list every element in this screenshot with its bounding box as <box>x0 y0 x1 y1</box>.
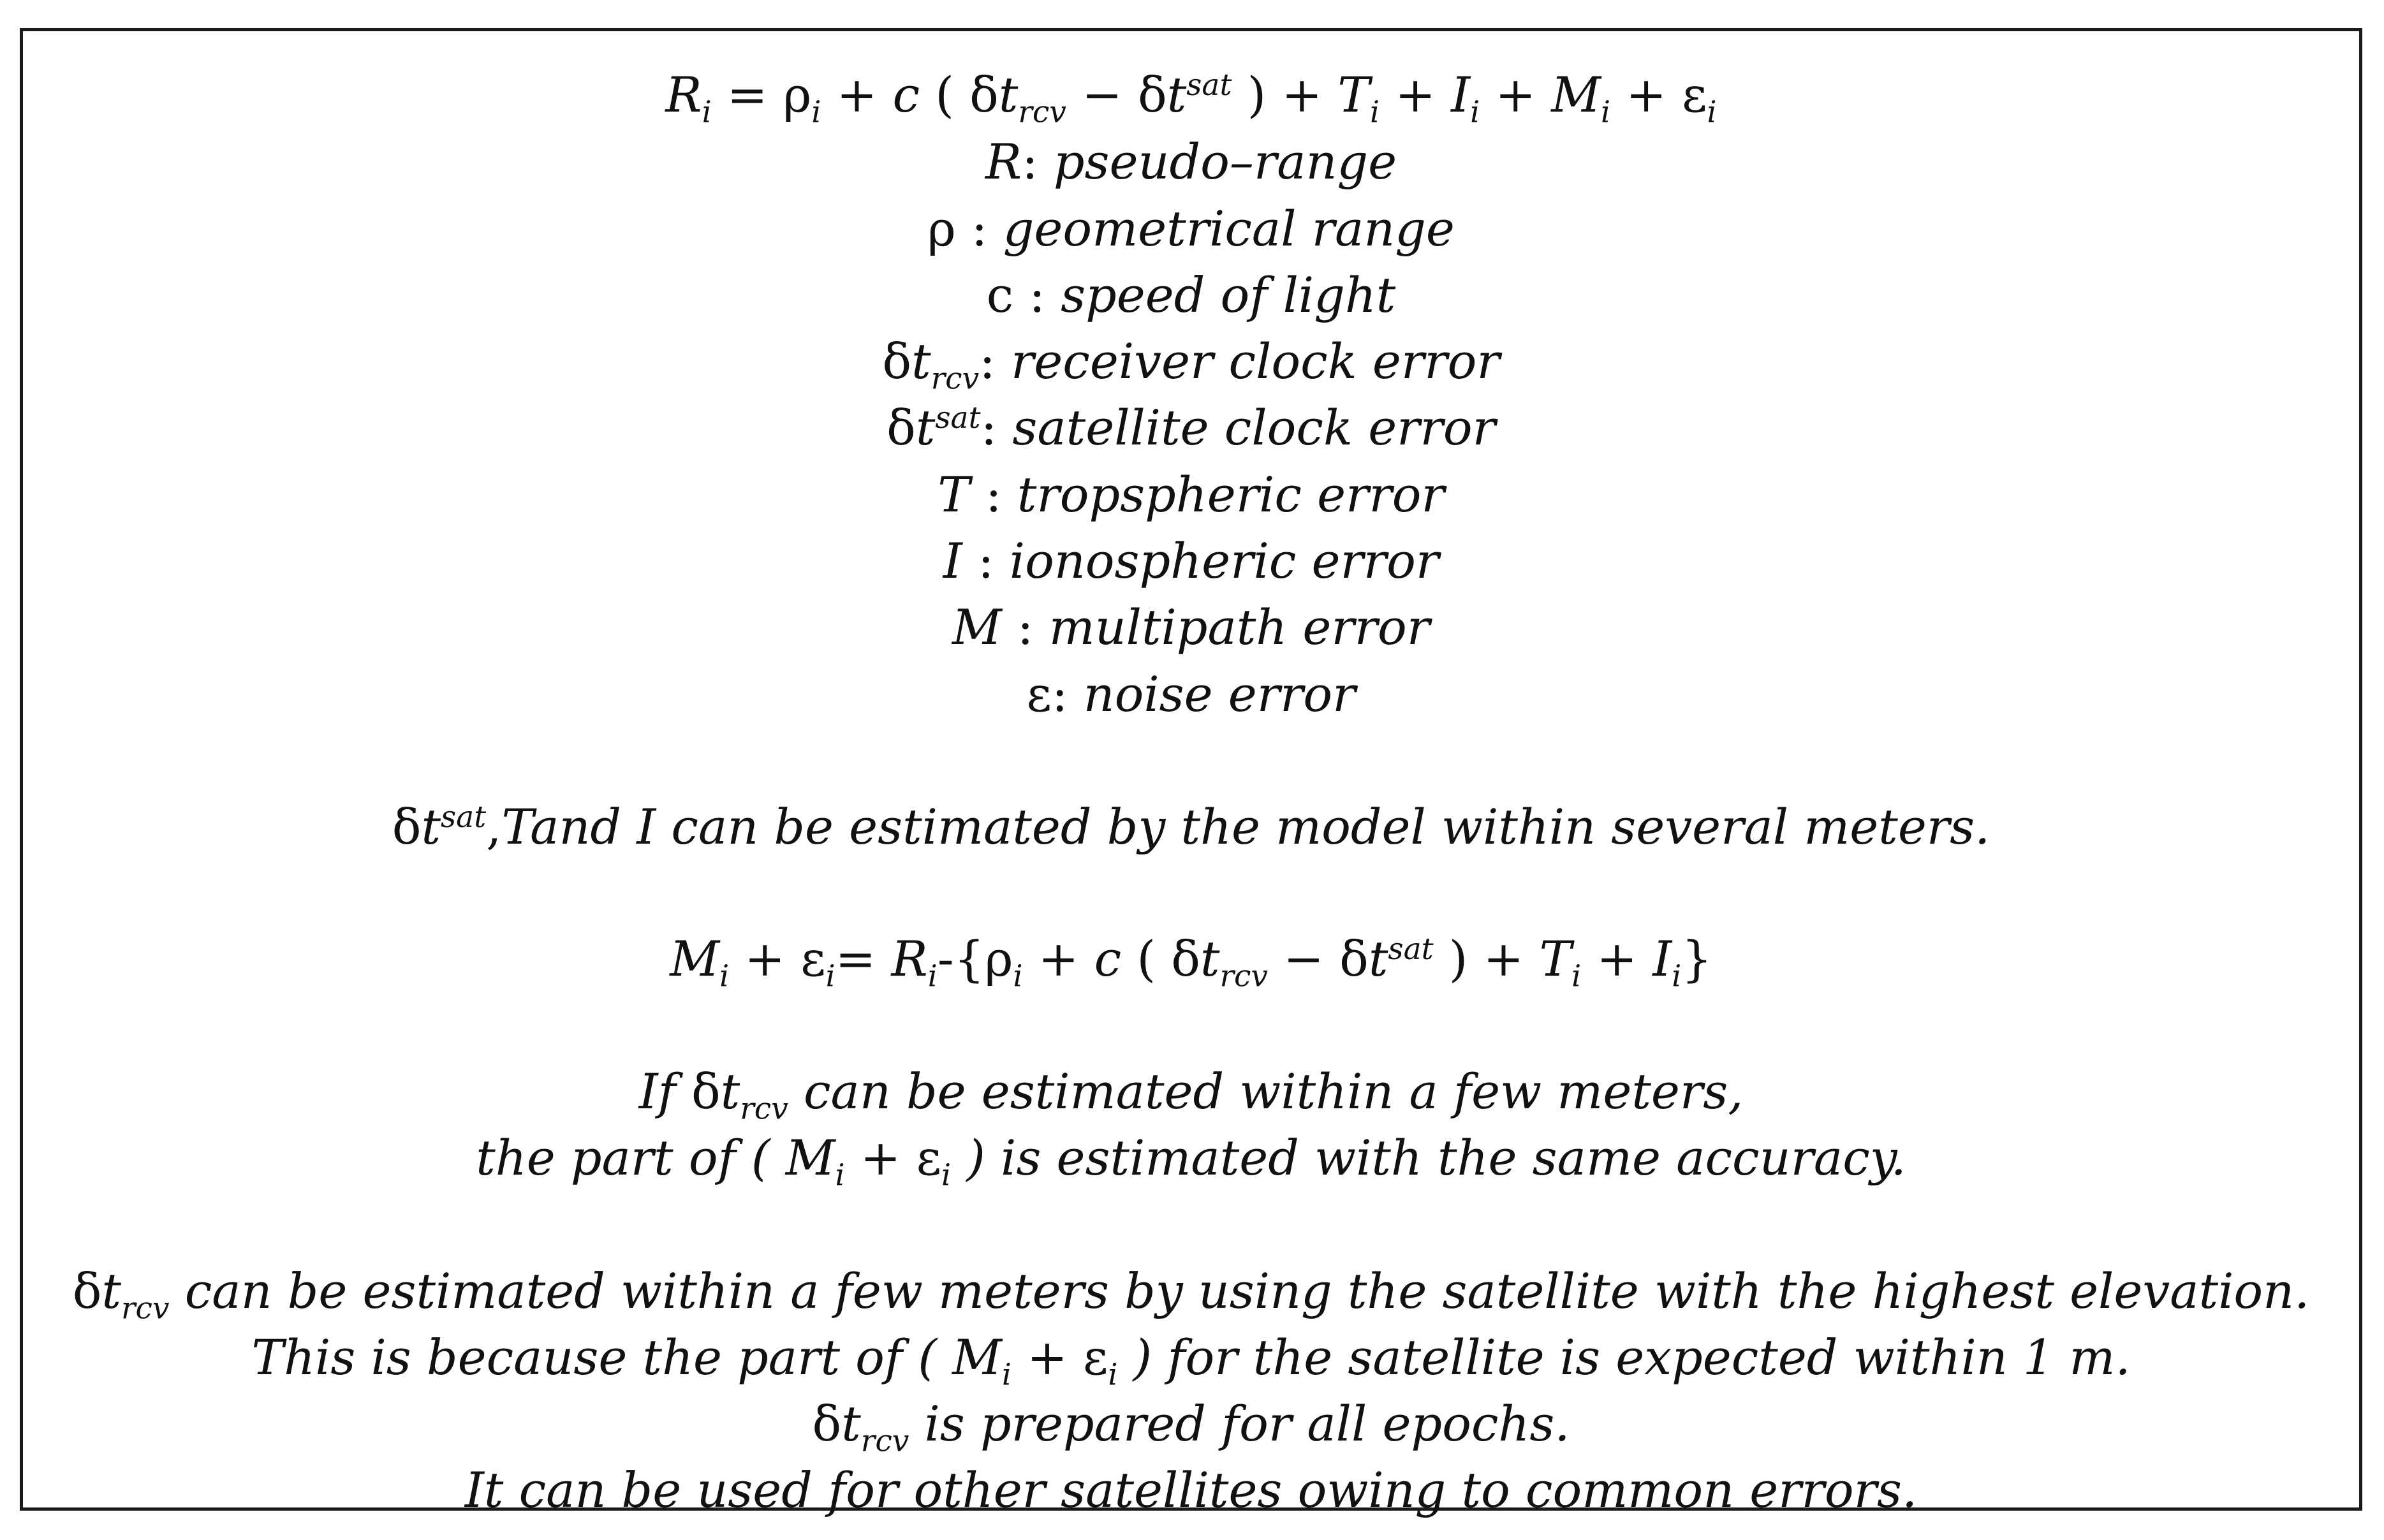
closing-line-2: This is because the part of ( $M_i + \varepsilon_i$ ) for the satellite is expected within 1 m. <box>251 1329 2131 1393</box>
conditional-line-1: If $\delta t_{rcv}$ can be estimated within a few meters, <box>638 1063 1744 1127</box>
definition-receiver-clock-error: $\delta t_{rcv}$: receiver clock error <box>882 333 1500 397</box>
definition-speed-of-light: c : speed of light <box>986 267 1396 323</box>
estimable-note: $\delta t^{sat},Tand$ I can be estimated by the model within several meters. <box>392 798 1990 855</box>
main-equation: $R_i = \rho_i + c$ ( $\delta t_{rcv} - \delta t^{sat}$ ) + $T_i + I_i + M_i + \varepsilon_i$ <box>665 66 1717 130</box>
closing-line-1: $\delta t_{rcv}$ can be estimated within a few meters by using the satellite with the highest elevation. <box>72 1263 2310 1326</box>
definition-ionospheric-error: I : ionospheric error <box>943 532 1439 589</box>
equation-panel <box>20 28 2362 1518</box>
closing-line-4: It can be used for other satellites owing to common errors. <box>464 1462 1918 1518</box>
conditional-line-2: the part of ( $M_i + \varepsilon_i$ ) is estimated with the same accuracy. <box>476 1129 1906 1193</box>
definition-tropospheric-error: T : tropspheric error <box>938 466 1445 523</box>
residual-equation: $M_i + \varepsilon_i= R_i-\{\rho_i + c$ ( $\delta t_{rcv} - \delta t^{sat}$ ) + $T_i + I_i$} <box>670 930 1712 994</box>
definition-satellite-clock-error: $\delta t^{sat}$: satellite clock error <box>887 399 1496 456</box>
definition-multipath-error: M : multipath error <box>952 599 1431 656</box>
definition-pseudo-range: R: pseudo–range <box>985 133 1397 190</box>
definition-noise-error: ε: noise error <box>1026 666 1356 722</box>
definition-geometrical-range: ρ : geometrical range <box>927 200 1455 257</box>
closing-line-3: $\delta t_{rcv}$ is prepared for all epochs. <box>812 1395 1570 1459</box>
